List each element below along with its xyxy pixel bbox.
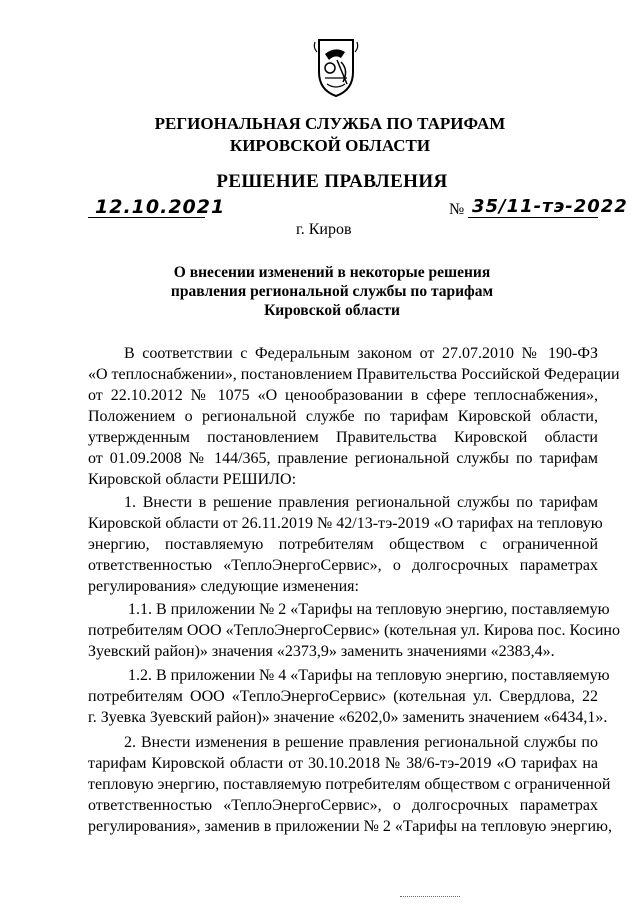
body-line: тарифам Кировской области от 30.10.2018 № 38/6-тэ-2019 «О тарифах на — [88, 755, 598, 772]
city-label: г. Киров — [296, 221, 352, 238]
body-line: ответственностью «ТеплоЭнергоСервис», о долгосрочных параметрах — [88, 797, 598, 814]
body-line: Кировской области РЕШИЛО: — [88, 471, 297, 488]
kirov-coat-of-arms-icon — [311, 38, 361, 98]
document-type-title: РЕШЕНИЕ ПРАВЛЕНИЯ — [216, 171, 448, 192]
body-line: г. Зуевка Зуевский район)» значение «6202,0» заменить значением «6434,1». — [88, 709, 608, 726]
body-line: ответственностью «ТеплоЭнергоСервис», о долгосрочных параметрах — [88, 557, 598, 574]
body-line: утвержденным постановлением Правительства Кировской области — [88, 429, 598, 446]
footer-mark — [400, 896, 460, 897]
subject-line2: правления региональной службы по тарифам — [170, 283, 494, 300]
handwritten-number: 35/11-тэ-2022 — [472, 196, 628, 217]
number-sign: № — [449, 201, 465, 218]
body-line: 1. Внести в решение правления региональной службы по тарифам — [124, 494, 598, 511]
org-name-line2: КИРОВСКОЙ ОБЛАСТИ — [229, 136, 431, 155]
body-line: В соответствии с Федеральным законом от 27.07.2010 № 190-ФЗ — [124, 345, 598, 362]
body-line: регулирования», заменив в приложении № 2 «Тарифы на тепловую энергию, — [88, 818, 612, 835]
subject-line3: Кировской области — [264, 302, 400, 319]
body-line: тепловую энергию, поставляемую потребителям обществом с ограниченной — [88, 776, 611, 793]
org-name-line1: РЕГИОНАЛЬНАЯ СЛУЖБА ПО ТАРИФАМ — [154, 114, 506, 133]
body-line: регулирования» следующие изменения: — [88, 578, 359, 595]
body-line: энергию, поставляемую потребителям обществом с ограниченной — [88, 536, 598, 553]
body-line: потребителям ООО «ТеплоЭнергоСервис» (котельная ул. Кирова пос. Косино — [88, 622, 620, 639]
number-underline — [468, 217, 598, 218]
subject-line1: О внесении изменений в некоторые решения — [173, 264, 491, 281]
body-line: 1.1. В приложении № 2 «Тарифы на тепловую энергию, поставляемую — [128, 601, 610, 618]
body-line: 2. Внести изменения в решение правления региональной службы по — [124, 734, 598, 751]
body-line: 1.2. В приложении № 4 «Тарифы на тепловую энергию, поставляемую — [128, 667, 610, 684]
body-line: «О теплоснабжении», постановлением Правительства Российской Федерации — [88, 366, 620, 383]
body-line: от 01.09.2008 № 144/365, правление региональной службы по тарифам — [88, 450, 598, 467]
body-line: Кировской области от 26.11.2019 № 42/13-тэ-2019 «О тарифах на тепловую — [88, 515, 603, 532]
body-line: Зуевский район)» значения «2373,9» заменить значениями «2383,4». — [88, 643, 555, 660]
handwritten-date: 12.10.2021 — [95, 196, 226, 218]
body-line: потребителям ООО «ТеплоЭнергоСервис» (котельная ул. Свердлова, 22 — [88, 688, 598, 705]
body-line: от 22.10.2012 № 1075 «О ценообразовании в сфере теплоснабжения», — [88, 387, 598, 404]
date-underline — [88, 217, 205, 218]
body-line: Положением о региональной службе по тарифам Кировской области, — [88, 408, 598, 425]
